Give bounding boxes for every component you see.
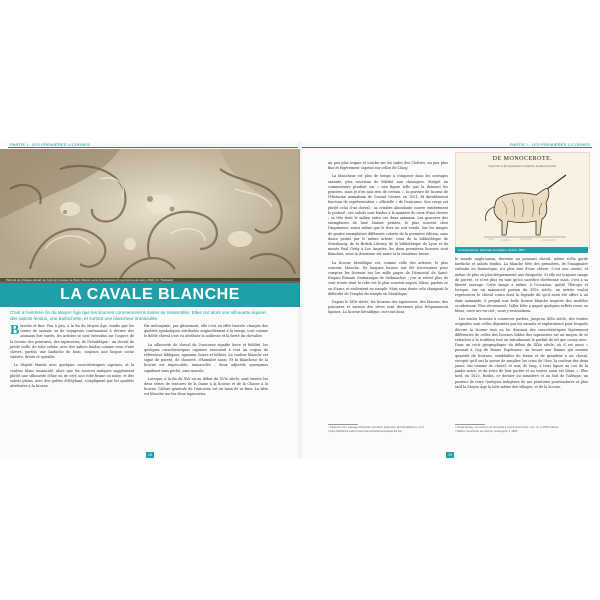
photo-caption: Plafond du château (détail) de Kyburg Fresque de Pietro Maria Lucca de Mendoza (© La Licorne de Hein, 2016 / D. Tirabassi) [0, 278, 300, 283]
engraving-subtitle: Figura hæc ut ferè apud pictores conspicitur, in quibus est forma. [488, 165, 557, 168]
drop-cap: B [10, 323, 20, 338]
paragraph: Depuis le XIVe siècle, les licornes des tapisseries, des blasons, des peintures et surtout des rêves sont devenues plus fréquemment lupines. La licorne héraldique, sur tout dans [328, 300, 448, 315]
footnote: ² Walther Geschichte der Zürichs, Hofburgerei 1, 1896. [455, 430, 518, 433]
paragraph: un peu plus trapue et touche sur les tailes des Cloîtres, un peu plus fine et légèrement caprine sur celles de Cluny. [328, 161, 448, 171]
running-head-rule [8, 147, 298, 148]
left-page [0, 141, 300, 459]
paragraph: Le dégoût étaient avec quelques caractéristiques caprines, et la couleur blanc immaculé, alors que les sources antiques suggéraient plutôt une silhouette d'âne ou de cerf, une robe brune ou noire, et des sabots pleins, avec des quêtes d'éléphant, s'expliquent par les qualités attribuées à la licorne. [10, 363, 134, 389]
paragraph: Les seules licornes à conserver parfois, jusqu'au XIXe siècle, des teintes originales sont celles dépeintes par les savants et explorateurs pour lesquels décrire la licorne tout en lui donnant des caractéristiques légèrement différentes de celles des licornes bibles des tapisseries est un moyen de se rattacher à la tradition tout en introduisant le parfait de tel que connu avec. Dans un récit géographique du début du XIXe siècle, où il est aussi « passant à Cap de Bonne Espérance, on trouve une femme qui nomme quantité de licornes, semblables de forme et de grandeur à un cheval, excepté qu'il ont la queue de sanglier, les crins de l'âne, la couleur des deux jaune, bai comme de cheval, et noir, de long, à trois lignes au cou de la jambe noire, et du reste de leur portée et au ventre aussi est blanc ». Plus tard, en 1820, Roulin, ce dernier au ministère et au Sud de l'Afrique, un pasteur de terre Quelques indigènes de ses peintures pourtraitures et plus tard la Moyen Âge la toile même des villages, et de la licorne. [455, 317, 588, 389]
paragraph: La licorne héraldique est, comme celle des artistes, le plus souvent, blanche. De longues heures ont été nécessaires pour compter les licornes sur les mille pages de l'Armorial de Saint-Empire Romain Germanique de Siebmacher ; j'en ai relevé plus de cent trente dont la robe est le plus souvent argent, blanc, parfois or ou d'azur, et seulement en sinople. Mais sans doute cela changeait la difficulté de l'emploi du sinople en héraldique. [328, 260, 448, 296]
unicorn-engraving [455, 152, 590, 249]
footnotes-right [455, 426, 588, 434]
running-head: PARTIE I : LES PREMIÈRES LICORNES [509, 142, 590, 147]
footnote: ² https://bibliothek.edition.lizenz.kult.de/Schlesien/Kapitel-E1.asp [328, 430, 402, 433]
footnotes-left [328, 426, 448, 434]
footnote: ¹ Traduction d'un passage d'Historiae animalium disponible dans Buddhismus, vol.2 [328, 426, 424, 429]
left-column-2 [144, 324, 268, 401]
ceiling-fresco-photo [0, 149, 300, 281]
footnote: ¹ Amelia Manley, Les licornes de l'Antiquité à l'esprit sont hérités, voix, ch. et 2005 éditions. [455, 426, 560, 429]
engraving-title: DE MONOCEROTE. [492, 156, 553, 162]
image-caption: Conrad Gesner, Historiae Animalium, Zurich, 1551. [455, 247, 588, 253]
right-column-2 [455, 257, 588, 393]
running-head-rule [302, 147, 592, 148]
paragraph: La silhouette de cheval de l'unicorne signifie force et fidélité, les quelques caractéristiques caprines renvoient à tout un corpus de références bibliques, agneaux, boucs et béliers. La couleur blanche est signe de pureté, de chasteté, d'humilité aussi. Et la blancheur de la licorne est impeccable, immaculée – deux adjectifs synonymes signifiant sans péché, sans macule. [144, 342, 268, 373]
right-column-1 [328, 161, 448, 319]
footnote-rule [455, 424, 485, 425]
unicorn-icon [476, 171, 571, 243]
paragraph: La blancheur est plus de tempo à s'imposer dans les ouvrages savants, plus soucieux de fidélité aux classiques. Malgré un commentaire prudent sur « une figure telle que la donnent les peintres, mais je n'en sais rien de certain », la gravure de licorne de l'Historiae animalium de Conrad Gesner, en 1551, fit durablement fonction de représentation « officielle » de l'unicorne. Son corps est plutôt celui d'un cheval ; sa crinière abondante couvre entièrement le poitrail ; ses sabots sont fendus à la manière de ceux d'une chèvre ; sa tête tient le milieu entre ces deux animaux. Les gravures des exemplaires de luxe étaient peintes, le plus souvent chez l'imprimeur, avant même que le livre ne soit vendu. Sur les images de quatre exemplaires différents colorés de la première édition, sans doute peints par le même artiste, ceux de la bibliothèque de Strasbourg, de la British Library, de la bibliothèque de Lyon et du musée Paul Getty à Los Angeles, les deux premières licornes sont blanches, nous la deuxième est noire et la troisième brune. [328, 174, 448, 257]
page-number: 18 [146, 452, 154, 458]
paragraph: Blanche et fine. Peu à peu, à la fin du Moyen Âge, tandis que les textes de savants ou de voyageurs continuaient à décrire des animaux fort variés, les artistes se sont entendus sur l'aspect de la licorne des peintures, des tapisseries, de l'héraldique : un cheval de petite taille, de robe crème, avec des sabots fendus comme ceux d'une chèvre, parfois une barbiche de bouc, toujours une longue corne sinistre, droite et spiralée. [10, 323, 134, 360]
chapter-title-band [0, 283, 300, 307]
chapter-title: LA CAVALE BLANCHE [60, 286, 240, 303]
page-number: 19 [446, 452, 454, 458]
paragraph: Par métonymie, par glissement, elle s'est en effet trouvée chargée des qualités symboliques attribuées originellement à la vierge, tout comme le fidèle cheval s'est vu attribuer la noblesse et la fierté du chevalier. [144, 324, 268, 339]
book-gutter [298, 141, 302, 459]
paragraph: le monde anglo-saxon, devenue un puissant cheval, même s'elle garde barbiche et sabots fendus. La blanche bête des premières, de l'imaginaire enfantin ou fantastique, n'a plus rien d'une chèvre. C'est une cavale, et même de plus en plus fréquemment une frisquette. Si elle est toujours image de pureté, ce n'est plus en tant qu'un sacrifice chrétienne mais, c'est à sa liberté sauvage. Cette image a même, à l'occasion, quitté l'Europe et lorsque, sur un manuscrit persan du XVIe siècle, un artiste voulut représenter le cheval cornu dont la légende dit qu'il avait été offert à un émir samanide, il peignit une belle licorne blanche inspirée des modèles occidentaux. Plus récemment, l'aller bête a gagné quelques reflets roses ou bleus, voire arc-en-ciel ; nous y reviendrons. [455, 257, 588, 314]
paragraph: Lorsque, à la fin du XVe ou au début du XVIe siècle, sont tissées les deux séries de tentures de la Dame à la licorne et de la Chasse à la licorne, l'allure générale de l'unicorne est en train de se fixer. La bête est blanche sur les deux tapisseries, [144, 376, 268, 397]
running-head: PARTIE I : LES PREMIÈRES LICORNES [10, 142, 91, 147]
footnote-rule [328, 424, 358, 425]
right-page [300, 141, 600, 459]
left-column-1 [10, 324, 134, 392]
chapter-lead: C'est à l'extrême fin du Moyen Âge que les licornes commencent à toutes se ressembler. Elles ont alors une silhouette équine, des sabots fendus, une barbichette, et surtout une blancheur immaculée. [10, 310, 267, 321]
